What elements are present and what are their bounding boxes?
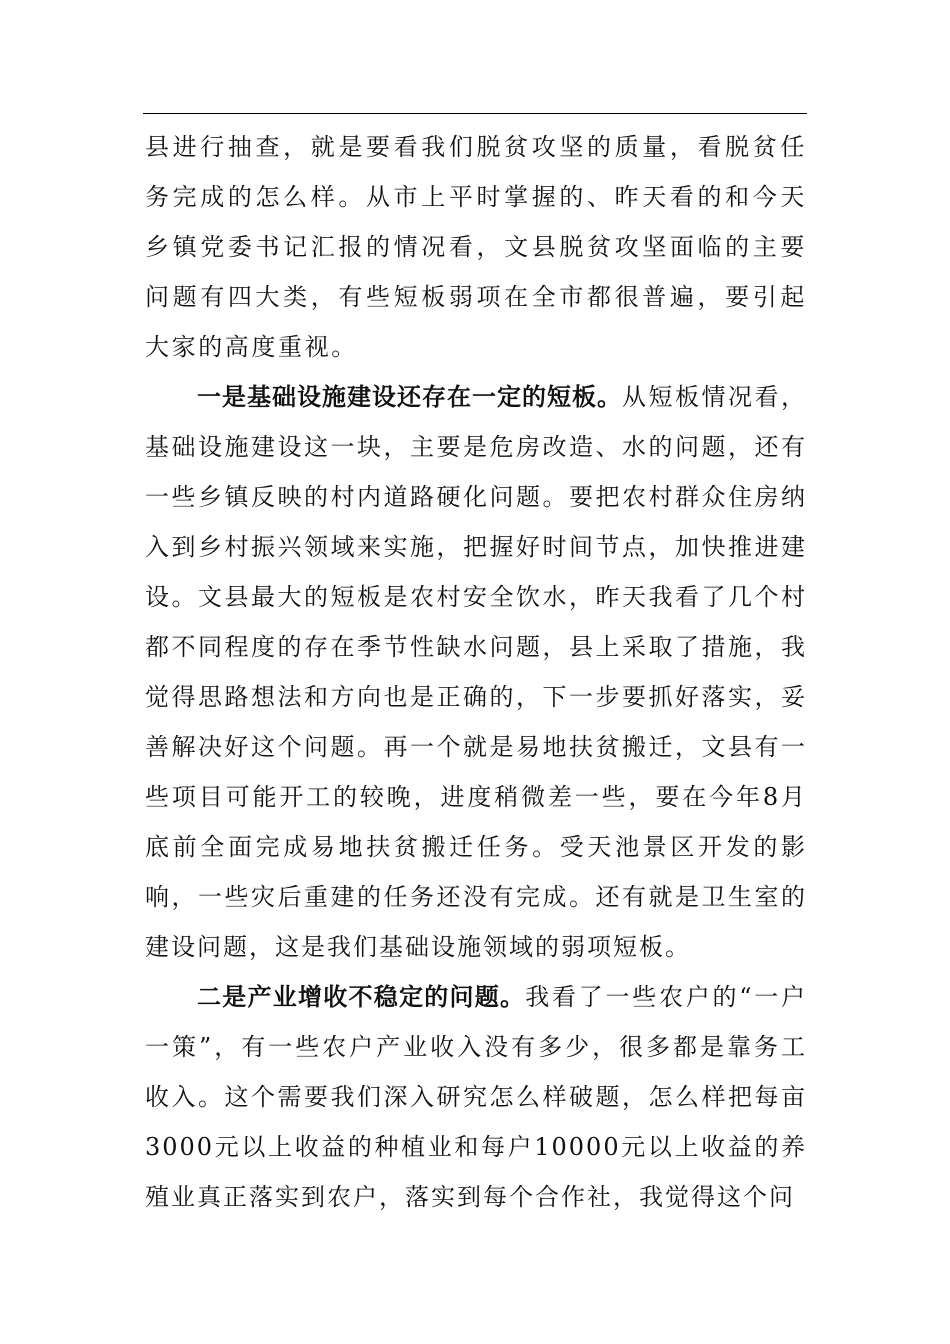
paragraph-intro bbox=[145, 122, 807, 372]
paragraph-infrastructure-text: 从短板情况看，基础设施建设这一块，主要是危房改造、水的问题，还有一些乡镇反映的村内道路硬化问题。要把农村群众住房纳入到乡村振兴领域来实施，把握好时间节点，加快推进建设。文县最大的短板是农村安全饮水，昨天我看了几个村都不同程度的存在季节性缺水问题，县上采取了措施，我觉得思路想法和方向也是正确的，下一步要抓好落实，妥善解决好这个问题。再一个就是易地扶贫搬迁，文县有一些项目可能开工的较晚，进度稍微差一些，要在今年8月底前全面完成易地扶贫搬迁任务。受天池景区开发的影响，一些灾后重建的任务还没有完成。还有就是卫生室的建设问题，这是我们基础设施领域的弱项短板。 bbox=[145, 383, 807, 961]
paragraph-industry-text: 我看了一些农户的“一户一策”，有一些农户产业收入没有多少，很多都是靠务工收入。这个需要我们深入研究怎么样破题，怎么样把每亩3000元以上收益的种植业和每户10000元以上收益的养殖业真正落实到农户，落实到每个合作社，我觉得这个问 bbox=[145, 983, 807, 1211]
body-text bbox=[145, 122, 807, 1222]
paragraph-industry bbox=[145, 972, 807, 1222]
header-rule bbox=[143, 113, 807, 114]
paragraph-infrastructure-heading: 一是基础设施建设还存在一定的短板。 bbox=[197, 383, 622, 411]
paragraph-industry-heading: 二是产业增收不稳定的问题。 bbox=[197, 983, 526, 1011]
paragraph-infrastructure bbox=[145, 372, 807, 972]
paragraph-intro-text: 县进行抽查，就是要看我们脱贫攻坚的质量，看脱贫任务完成的怎么样。从市上平时掌握的、昨天看的和今天乡镇党委书记汇报的情况看，文县脱贫攻坚面临的主要问题有四大类，有些短板弱项在全市都很普遍，要引起大家的高度重视。 bbox=[145, 133, 807, 361]
